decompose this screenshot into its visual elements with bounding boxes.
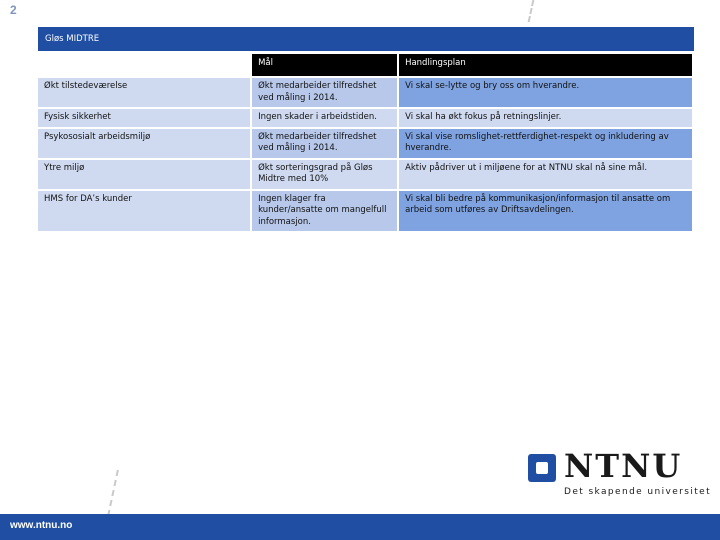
row-goal: Økt medarbeider tilfredshet ved måling i 2014.	[252, 129, 399, 160]
decorative-dashed-line	[528, 0, 535, 22]
hms-table	[38, 27, 694, 233]
row-area: Fysisk sikkerhet	[38, 109, 252, 129]
footer-bar	[0, 514, 720, 540]
header-cell-plan: Handlingsplan	[399, 54, 694, 78]
row-area: Psykososialt arbeidsmiljø	[38, 129, 252, 160]
decorative-dashed-line	[107, 470, 119, 516]
row-goal: Økt medarbeider tilfredshet ved måling i 2014.	[252, 78, 399, 109]
slide-number: 2	[10, 3, 17, 17]
header-cell-goal: Mål	[252, 54, 399, 78]
row-plan: Vi skal bli bedre på kommunikasjon/informasjon til ansatte om arbeid som utføres av Driftsavdelingen.	[399, 191, 694, 234]
table-row	[38, 109, 694, 129]
logo-name: NTNU	[564, 447, 683, 485]
footer-url-link[interactable]: www.ntnu.no	[10, 520, 73, 531]
table-header-row	[38, 54, 694, 78]
table-grid	[38, 54, 694, 233]
row-plan: Aktiv pådriver ut i miljøene for at NTNU skal nå sine mål.	[399, 160, 694, 191]
row-area: Økt tilstedeværelse	[38, 78, 252, 109]
row-plan: Vi skal se-lytte og bry oss om hverandre.	[399, 78, 694, 109]
table-title: Gløs MIDTRE	[38, 27, 694, 54]
row-area: Ytre miljø	[38, 160, 252, 191]
table-row	[38, 160, 694, 191]
logo-tagline: Det skapende universitet	[564, 487, 712, 497]
table-row	[38, 191, 694, 234]
header-cell-area	[38, 54, 252, 78]
row-goal: Økt sorteringsgrad på Gløs Midtre med 10%	[252, 160, 399, 191]
row-plan: Vi skal ha økt fokus på retningslinjer.	[399, 109, 694, 129]
table-row	[38, 78, 694, 109]
row-goal: Ingen klager fra kunder/ansatte om mangelfull informasjon.	[252, 191, 399, 234]
row-plan: Vi skal vise romslighet-rettferdighet-respekt og inkludering av hverandre.	[399, 129, 694, 160]
logo-mark-icon	[528, 454, 556, 482]
ntnu-logo	[528, 447, 712, 502]
row-area: HMS for DA’s kunder	[38, 191, 252, 234]
row-goal: Ingen skader i arbeidstiden.	[252, 109, 399, 129]
table-row	[38, 129, 694, 160]
